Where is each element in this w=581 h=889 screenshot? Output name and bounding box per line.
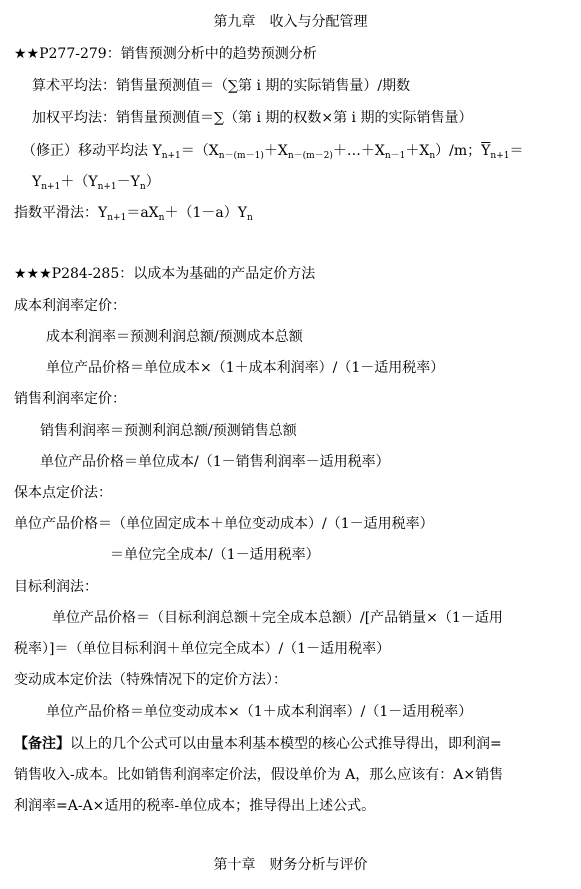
target-profit-formula-line-2: 税率）]＝（单位目标利润＋单位完全成本）/（1－适用税率） bbox=[14, 641, 391, 657]
cost-pricing-heading: ★★★P284-285：以成本为基础的产品定价方法 bbox=[14, 266, 316, 282]
sales-profit-title: 销售利润率定价： bbox=[14, 391, 126, 407]
chapter-9-title: 第九章 收入与分配管理 bbox=[213, 14, 368, 30]
moving-average-formula: （修正）移动平均法 $Y_{n+1}=(X_{n-(m-1)}+X_{n-(m-2)}+\dots+X_{n-1}+X_n)/m$；$\overline{Y}_{n+1}=$ bbox=[22, 143, 524, 161]
sales-profit-price-formula: 单位产品价格＝单位成本/（1－销售利润率－适用税率） bbox=[40, 454, 390, 470]
target-profit-title: 目标利润法： bbox=[14, 579, 98, 595]
note-line-3: 利润率=A-A×适用的税率-单位成本；推导得出上述公式。 bbox=[14, 798, 376, 814]
note-label: 【备注】 bbox=[14, 736, 70, 752]
moving-average-formula-continued: $Y_{n+1}+(Y_{n+1}-Y_n)$ bbox=[32, 174, 160, 192]
target-profit-formula-line-1: 单位产品价格＝（目标利润总额＋完全成本总额）/[产品销量×（1－适用 bbox=[52, 610, 503, 626]
exponential-smoothing-formula: 指数平滑法：$Y_{n+1}=aX_n+(1-a)Y_n$ bbox=[14, 205, 253, 223]
cost-profit-rate-formula: 成本利润率＝预测利润总额/预测成本总额 bbox=[46, 329, 303, 345]
breakeven-title: 保本点定价法： bbox=[14, 485, 112, 501]
note-line-2: 销售收入-成本。比如销售利润率定价法，假设单价为 A，那么应该有：A×销售 bbox=[14, 767, 504, 783]
note-line-1: 【备注】以上的几个公式可以由量本利基本模型的核心公式推导得出，即利润= bbox=[14, 736, 502, 752]
variable-cost-title: 变动成本定价法（特殊情况下的定价方法）： bbox=[14, 672, 287, 688]
trend-analysis-heading: ★★P277-279：销售预测分析中的趋势预测分析 bbox=[14, 46, 317, 62]
arithmetic-mean-formula: 算术平均法：销售量预测值＝（∑第 i 期的实际销售量）/期数 bbox=[32, 78, 411, 94]
weighted-mean-formula: 加权平均法：销售量预测值＝∑（第 i 期的权数×第 i 期的实际销售量） bbox=[32, 110, 473, 126]
chapter-10-title: 第十章 财务分析与评价 bbox=[213, 857, 368, 873]
variable-cost-formula: 单位产品价格＝单位变动成本×（1＋成本利润率）/（1－适用税率） bbox=[46, 704, 473, 720]
breakeven-formula-line-2: ＝单位完全成本/（1－适用税率） bbox=[110, 547, 320, 563]
sales-profit-rate-formula: 销售利润率＝预测利润总额/预测销售总额 bbox=[40, 423, 297, 439]
breakeven-formula-line-1: 单位产品价格＝（单位固定成本＋单位变动成本）/（1－适用税率） bbox=[14, 516, 434, 532]
cost-profit-price-formula: 单位产品价格＝单位成本×（1＋成本利润率）/（1－适用税率） bbox=[46, 360, 445, 376]
cost-profit-title: 成本利润率定价： bbox=[14, 298, 126, 314]
